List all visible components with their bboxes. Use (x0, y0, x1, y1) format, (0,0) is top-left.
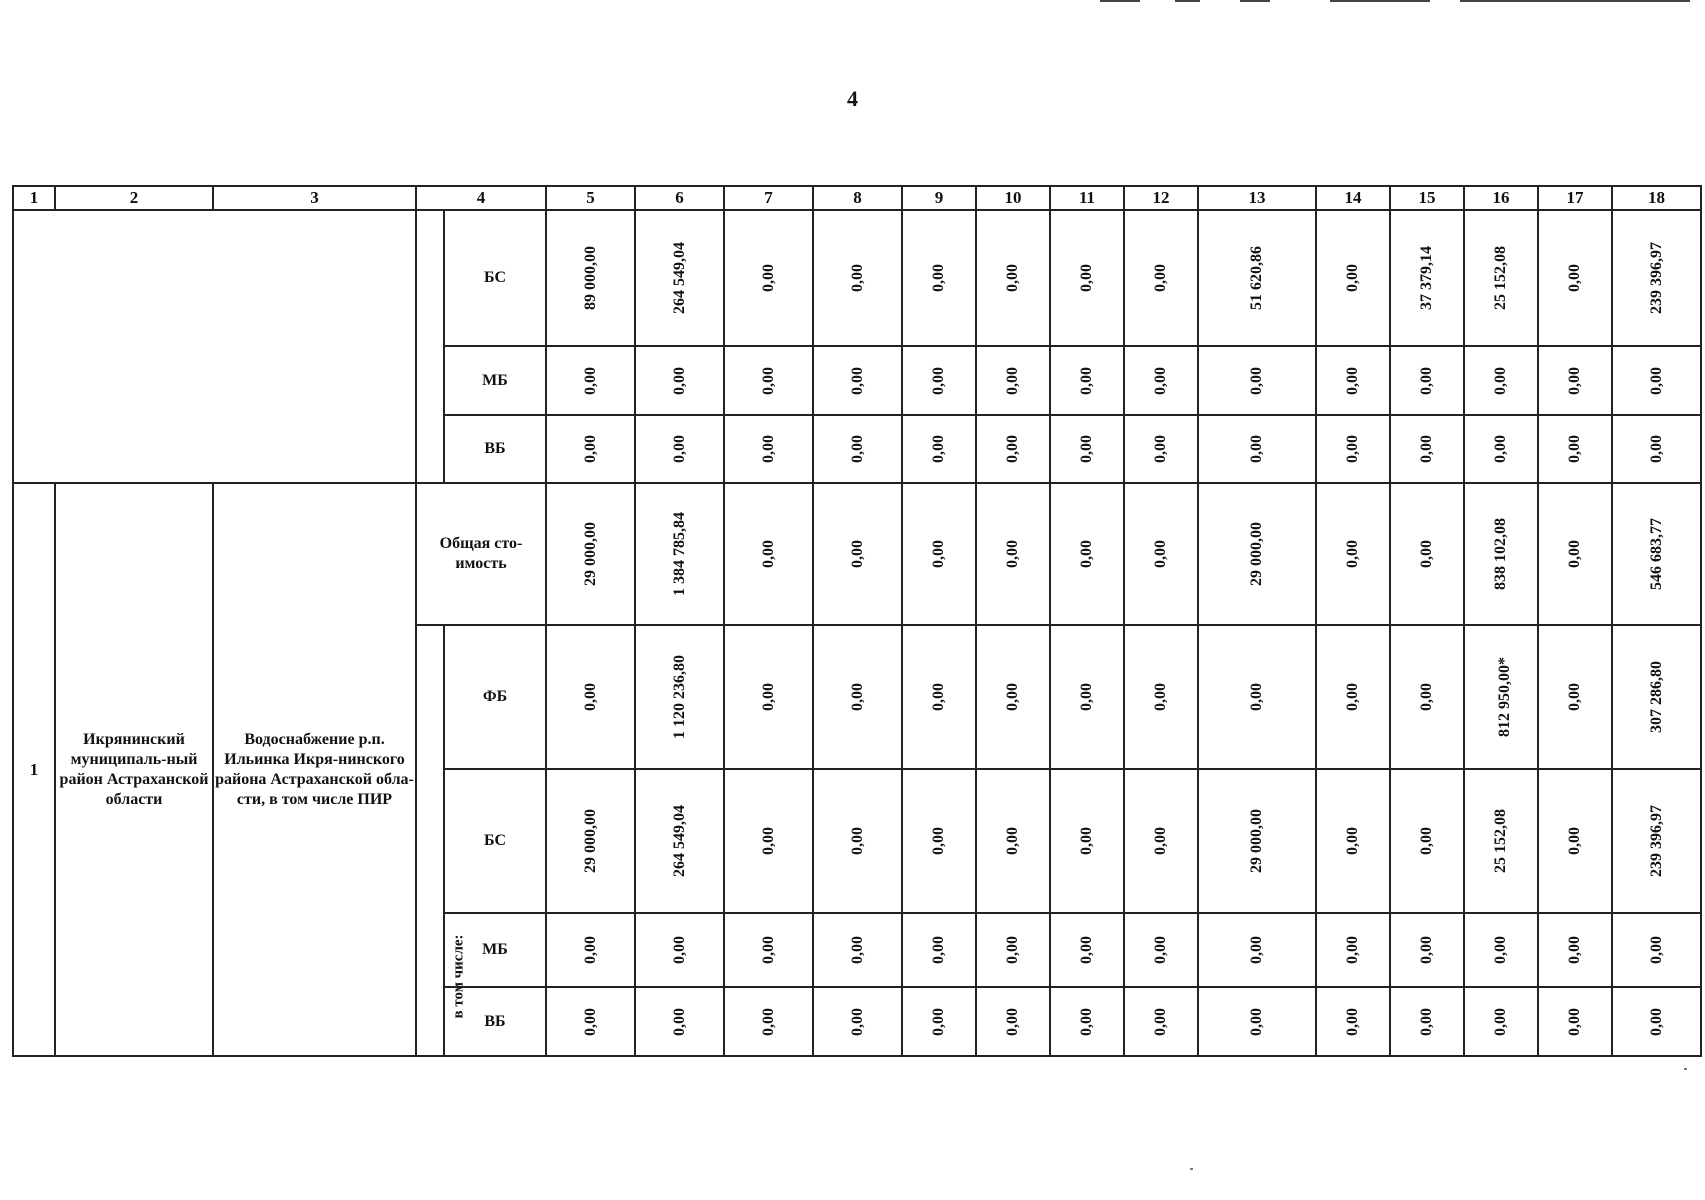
value-text: 0,00 (1248, 936, 1265, 965)
value-text: 0,00 (1492, 366, 1509, 395)
source-cell: БС (444, 210, 546, 346)
value-text: 0,00 (581, 435, 599, 464)
value-cell (635, 210, 724, 346)
value-text: 0,00 (1418, 435, 1435, 464)
value-cell (1050, 210, 1124, 346)
value-text: 0,00 (759, 826, 777, 855)
value-cell (1198, 210, 1316, 346)
value-text: 0,00 (1344, 539, 1361, 568)
value-text: 25 152,08 (1492, 808, 1509, 873)
value-text: 0,00 (1004, 264, 1021, 293)
value-cell (1538, 415, 1612, 484)
including-label-cell (416, 210, 444, 483)
value-text: 0,00 (670, 936, 688, 965)
value-cell (902, 913, 976, 988)
value-text: 0,00 (848, 366, 866, 395)
value-text: 0,00 (1344, 435, 1361, 464)
value-text: 0,00 (930, 366, 947, 395)
value-cell (1124, 415, 1198, 484)
column-header: 13 (1198, 186, 1316, 210)
column-header: 16 (1464, 186, 1538, 210)
value-cell (1390, 913, 1464, 988)
value-text: 89 000,00 (581, 246, 599, 311)
value-text: 29 000,00 (581, 808, 599, 873)
value-cell (1316, 346, 1390, 415)
value-cell (1464, 346, 1538, 415)
value-text: 0,00 (1004, 682, 1021, 711)
value-text: 0,00 (848, 435, 866, 464)
value-text: 0,00 (1152, 682, 1169, 711)
value-cell (1050, 346, 1124, 415)
value-cell (1316, 483, 1390, 624)
value-text: 0,00 (1078, 826, 1095, 855)
value-text: 0,00 (1566, 366, 1583, 395)
value-text: 0,00 (1152, 435, 1169, 464)
value-cell (1198, 769, 1316, 913)
value-text: 0,00 (848, 539, 866, 568)
value-cell (976, 987, 1050, 1056)
value-cell (724, 210, 813, 346)
value-text: 0,00 (1418, 1007, 1435, 1036)
value-cell (1390, 415, 1464, 484)
value-text: 0,00 (1566, 1007, 1583, 1036)
value-text: 0,00 (1418, 366, 1435, 395)
value-cell (1390, 987, 1464, 1056)
value-text: 0,00 (1566, 936, 1583, 965)
value-cell (1198, 415, 1316, 484)
value-text: 0,00 (759, 1007, 777, 1036)
value-text: 0,00 (1344, 264, 1361, 293)
value-text: 0,00 (1004, 936, 1021, 965)
object-name: Водоснабжение р.п. Ильинка Икря-нинского района Астраханской обла-сти, в том числе ПИР (213, 483, 416, 1056)
value-text: 0,00 (1078, 366, 1095, 395)
value-cell (976, 415, 1050, 484)
value-cell (1124, 769, 1198, 913)
value-cell (1198, 483, 1316, 624)
value-cell (1050, 415, 1124, 484)
value-cell (976, 483, 1050, 624)
value-cell (1050, 987, 1124, 1056)
table-row (13, 483, 1701, 624)
value-cell (1464, 987, 1538, 1056)
value-text: 0,00 (1344, 366, 1361, 395)
value-cell (546, 987, 635, 1056)
value-text: 0,00 (1152, 264, 1169, 293)
value-text: 0,00 (1152, 1007, 1169, 1036)
value-cell (546, 769, 635, 913)
value-text: 1 120 236,80 (670, 654, 688, 739)
value-text: 0,00 (848, 936, 866, 965)
value-cell (1538, 769, 1612, 913)
column-header: 9 (902, 186, 976, 210)
value-text: 51 620,86 (1248, 246, 1265, 311)
column-header: 6 (635, 186, 724, 210)
value-cell (1538, 210, 1612, 346)
value-cell (635, 913, 724, 988)
value-cell (1538, 483, 1612, 624)
including-label: в том числе: (450, 934, 467, 1019)
value-text: 0,00 (1078, 435, 1095, 464)
value-text: 0,00 (1492, 435, 1509, 464)
header-row (13, 186, 1701, 210)
value-text: 0,00 (759, 539, 777, 568)
value-text: 0,00 (1647, 366, 1665, 395)
value-cell (1464, 210, 1538, 346)
value-text: 0,00 (1152, 366, 1169, 395)
value-cell (1316, 769, 1390, 913)
value-text: 264 549,04 (670, 242, 688, 315)
value-text: 0,00 (930, 264, 947, 293)
value-cell (813, 483, 902, 624)
value-text: 0,00 (1248, 1007, 1265, 1036)
value-text: 0,00 (1078, 1007, 1095, 1036)
value-cell (1390, 346, 1464, 415)
value-text: 1 384 785,84 (670, 511, 688, 596)
value-cell (546, 415, 635, 484)
value-text: 0,00 (1004, 539, 1021, 568)
value-text: 25 152,08 (1492, 246, 1509, 311)
value-cell (1050, 769, 1124, 913)
value-text: 546 683,77 (1647, 517, 1665, 590)
source-cell: ВБ (444, 987, 546, 1056)
value-cell (724, 987, 813, 1056)
page-number: 4 (847, 86, 858, 111)
value-cell (902, 210, 976, 346)
value-text: 0,00 (1418, 539, 1435, 568)
value-cell (1538, 625, 1612, 769)
value-text: 0,00 (1152, 539, 1169, 568)
value-text: 0,00 (1004, 826, 1021, 855)
value-cell (1316, 210, 1390, 346)
value-text: 0,00 (759, 682, 777, 711)
value-text: 307 286,80 (1647, 660, 1665, 733)
value-cell (1390, 210, 1464, 346)
value-cell (635, 346, 724, 415)
value-text: 0,00 (1078, 539, 1095, 568)
value-text: 0,00 (848, 826, 866, 855)
value-cell (976, 346, 1050, 415)
value-text: 0,00 (759, 936, 777, 965)
value-cell (976, 210, 1050, 346)
value-cell (1538, 913, 1612, 988)
value-cell (1050, 625, 1124, 769)
value-cell (635, 625, 724, 769)
source-cell: МБ (444, 346, 546, 415)
column-header: 12 (1124, 186, 1198, 210)
value-text: 0,00 (581, 682, 599, 711)
value-text: 0,00 (1078, 264, 1095, 293)
value-cell (1464, 415, 1538, 484)
column-header: 1 (13, 186, 55, 210)
value-text: 0,00 (581, 1007, 599, 1036)
scan-speck (1190, 1168, 1193, 1170)
total-cost-label: Общая сто-имость (416, 483, 546, 624)
value-cell (724, 346, 813, 415)
value-cell (1612, 483, 1701, 624)
value-text: 0,00 (1248, 682, 1265, 711)
value-cell (1612, 987, 1701, 1056)
value-cell (1612, 913, 1701, 988)
value-cell (902, 769, 976, 913)
table-row (13, 210, 1701, 346)
value-text: 0,00 (759, 366, 777, 395)
value-cell (724, 625, 813, 769)
row-number: 1 (13, 483, 55, 1056)
value-text: 0,00 (670, 366, 688, 395)
value-cell (1124, 987, 1198, 1056)
value-cell (813, 913, 902, 988)
value-cell (546, 913, 635, 988)
value-text: 0,00 (930, 539, 947, 568)
value-text: 264 549,04 (670, 804, 688, 877)
value-text: 0,00 (930, 682, 947, 711)
value-cell (1124, 913, 1198, 988)
column-header: 10 (976, 186, 1050, 210)
value-cell (1390, 769, 1464, 913)
value-cell (1612, 346, 1701, 415)
value-cell (1316, 625, 1390, 769)
value-text: 0,00 (670, 435, 688, 464)
value-text: 0,00 (1492, 1007, 1509, 1036)
value-text: 0,00 (1152, 936, 1169, 965)
value-cell (1316, 987, 1390, 1056)
value-text: 0,00 (848, 682, 866, 711)
value-cell (724, 913, 813, 988)
value-cell (635, 483, 724, 624)
value-text: 0,00 (1566, 826, 1583, 855)
value-text: 812 950,00* (1496, 656, 1513, 737)
value-cell (813, 415, 902, 484)
value-cell (1050, 913, 1124, 988)
value-text: 0,00 (1418, 682, 1435, 711)
value-cell (546, 210, 635, 346)
column-header: 4 (416, 186, 546, 210)
value-text: 37 379,14 (1418, 246, 1435, 311)
value-text: 0,00 (1566, 682, 1583, 711)
value-text: 0,00 (1418, 826, 1435, 855)
value-cell (1612, 625, 1701, 769)
value-text: 0,00 (1248, 435, 1265, 464)
value-cell (813, 769, 902, 913)
column-header: 17 (1538, 186, 1612, 210)
value-cell (1612, 769, 1701, 913)
source-cell: ВБ (444, 415, 546, 484)
value-cell (1316, 415, 1390, 484)
value-cell (635, 415, 724, 484)
value-cell (1198, 987, 1316, 1056)
value-cell (724, 483, 813, 624)
value-cell (813, 210, 902, 346)
value-text: 0,00 (1647, 435, 1665, 464)
source-cell: МБ (444, 913, 546, 988)
column-header: 8 (813, 186, 902, 210)
value-text: 0,00 (930, 936, 947, 965)
value-text: 0,00 (1078, 936, 1095, 965)
value-cell (976, 913, 1050, 988)
value-cell (813, 625, 902, 769)
value-text: 0,00 (670, 1007, 688, 1036)
value-cell (1612, 210, 1701, 346)
value-text: 0,00 (1647, 936, 1665, 965)
value-cell (1198, 913, 1316, 988)
value-cell (1198, 625, 1316, 769)
value-cell (902, 483, 976, 624)
column-header: 14 (1316, 186, 1390, 210)
value-cell (1124, 483, 1198, 624)
value-text: 0,00 (1418, 936, 1435, 965)
value-text: 0,00 (848, 264, 866, 293)
value-text: 0,00 (1566, 539, 1583, 568)
value-text: 0,00 (1566, 435, 1583, 464)
value-text: 0,00 (581, 936, 599, 965)
value-cell (546, 346, 635, 415)
value-text: 0,00 (1248, 366, 1265, 395)
value-cell (902, 987, 976, 1056)
value-text: 0,00 (1647, 1007, 1665, 1036)
column-header: 18 (1612, 186, 1701, 210)
source-cell: БС (444, 769, 546, 913)
value-text: 0,00 (1004, 366, 1021, 395)
value-text: 0,00 (1344, 826, 1361, 855)
value-text: 0,00 (1566, 264, 1583, 293)
value-cell (1464, 913, 1538, 988)
value-text: 0,00 (759, 435, 777, 464)
value-cell (902, 415, 976, 484)
scan-speck (1684, 1068, 1687, 1070)
value-text: 239 396,97 (1647, 804, 1665, 877)
value-text: 29 000,00 (1248, 521, 1265, 586)
value-cell (1464, 483, 1538, 624)
value-text: 0,00 (1344, 936, 1361, 965)
column-header: 5 (546, 186, 635, 210)
value-cell (1538, 987, 1612, 1056)
value-cell (635, 987, 724, 1056)
value-text: 0,00 (581, 366, 599, 395)
value-cell (1198, 346, 1316, 415)
value-text: 29 000,00 (581, 521, 599, 586)
column-header: 7 (724, 186, 813, 210)
value-text: 838 102,08 (1492, 517, 1509, 590)
value-text: 0,00 (930, 435, 947, 464)
value-cell (1124, 625, 1198, 769)
column-header: 2 (55, 186, 213, 210)
source-cell: ФБ (444, 625, 546, 769)
value-cell (976, 625, 1050, 769)
value-cell (1316, 913, 1390, 988)
value-text: 239 396,97 (1647, 242, 1665, 315)
value-cell (546, 625, 635, 769)
value-cell (724, 769, 813, 913)
value-text: 0,00 (930, 1007, 947, 1036)
value-text: 0,00 (1004, 435, 1021, 464)
value-cell (1050, 483, 1124, 624)
value-cell (813, 346, 902, 415)
value-cell (724, 415, 813, 484)
value-cell (902, 346, 976, 415)
value-text: 0,00 (1152, 826, 1169, 855)
value-text: 0,00 (759, 264, 777, 293)
value-cell (1390, 625, 1464, 769)
value-text: 0,00 (1078, 682, 1095, 711)
value-cell (1612, 415, 1701, 484)
value-text: 0,00 (1492, 936, 1509, 965)
value-text: 29 000,00 (1248, 808, 1265, 873)
value-cell (1464, 625, 1538, 769)
column-header: 11 (1050, 186, 1124, 210)
value-cell (1464, 769, 1538, 913)
value-text: 0,00 (930, 826, 947, 855)
value-text: 0,00 (848, 1007, 866, 1036)
value-cell (635, 769, 724, 913)
value-cell (902, 625, 976, 769)
scan-marks-top (1080, 0, 1700, 4)
value-cell (546, 483, 635, 624)
value-text: 0,00 (1344, 682, 1361, 711)
value-text: 0,00 (1344, 1007, 1361, 1036)
value-cell (976, 769, 1050, 913)
value-cell (1538, 346, 1612, 415)
value-cell (1124, 346, 1198, 415)
value-cell (813, 987, 902, 1056)
financing-table (12, 185, 1702, 1057)
value-text: 0,00 (1004, 1007, 1021, 1036)
value-cell (1390, 483, 1464, 624)
including-label-cell (416, 625, 467, 1057)
value-cell (1124, 210, 1198, 346)
municipality-name: Икрянинский муниципаль-ный район Астраханской области (55, 483, 213, 1056)
column-header: 3 (213, 186, 416, 210)
blank-cell (13, 210, 416, 483)
column-header: 15 (1390, 186, 1464, 210)
